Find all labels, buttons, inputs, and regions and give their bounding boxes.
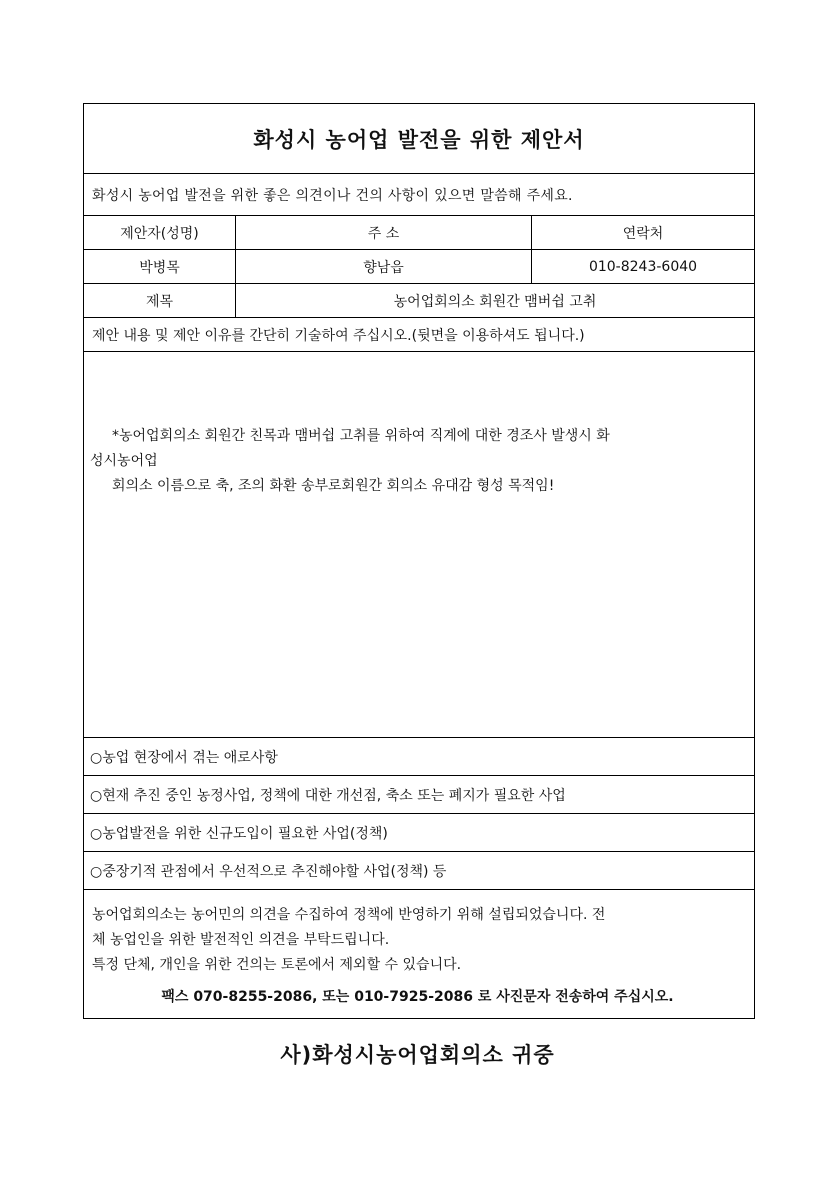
proposal-form — [83, 103, 755, 1019]
content-line: 회의소 이름으로 축, 조의 화환 송부로회원간 회의소 유대감 형성 목적임! — [112, 478, 555, 494]
instruction-text: 제안 내용 및 제안 이유를 간단히 기술하여 주십시오.(뒷면을 이용하셔도 됩니다.) — [84, 318, 754, 352]
footnote-line: 특정 단체, 개인을 위한 건의는 토론에서 제외할 수 있습니다. — [92, 957, 462, 973]
proposal-content — [84, 352, 754, 738]
contact-value: 010-8243-6040 — [588, 258, 698, 275]
option-item: ○농업발전을 위한 신규도입이 필요한 사업(정책) — [84, 814, 754, 852]
content-line: 성시농어업 — [90, 453, 158, 469]
contact-header: 연락처 — [622, 225, 664, 242]
content-line: *농어업회의소 회원간 친목과 맴버쉽 고취를 위하여 직계에 대한 경조사 발생시 화 — [112, 428, 610, 444]
option-item: ○중장기적 관점에서 우선적으로 추진해야할 사업(정책) 등 — [84, 852, 754, 890]
intro-text: 화성시 농어업 발전을 위한 좋은 의견이나 건의 사항이 있으면 말씀해 주세요. — [84, 174, 754, 216]
option-item: ○농업 현장에서 겪는 애로사항 — [84, 738, 754, 776]
footnote-line: 체 농업인을 위한 발전적인 의견을 부탁드립니다. — [92, 932, 390, 948]
subject-row — [84, 284, 754, 318]
proposal-content-text — [90, 424, 740, 499]
header-row — [84, 216, 754, 250]
proposer-header: 제안자(성명) — [84, 216, 236, 249]
proposer-name: 박병목 — [84, 250, 236, 283]
footnote-line: 농어업회의소는 농어민의 의견을 수집하여 정책에 반영하기 위해 설립되었습니다. 전 — [92, 907, 606, 923]
signature: 사)화성시농어업회의소 귀중 — [280, 1043, 555, 1067]
address-header: 주 소 — [236, 216, 532, 249]
address-value: 향남읍 — [236, 250, 532, 283]
form-title: 화성시 농어업 발전을 위한 제안서 — [84, 104, 754, 174]
value-row — [84, 250, 754, 284]
subject-value: 농어업회의소 회원간 맴버쉽 고취 — [393, 293, 597, 310]
option-item: ○현재 추진 중인 농정사업, 정책에 대한 개선점, 축소 또는 폐지가 필요한 사업 — [84, 776, 754, 814]
fax-instruction: 팩스 070-8255-2086, 또는 010-7925-2086 로 사진문자 전송하여 주십시오. — [161, 989, 674, 1005]
subject-label: 제목 — [84, 284, 236, 317]
